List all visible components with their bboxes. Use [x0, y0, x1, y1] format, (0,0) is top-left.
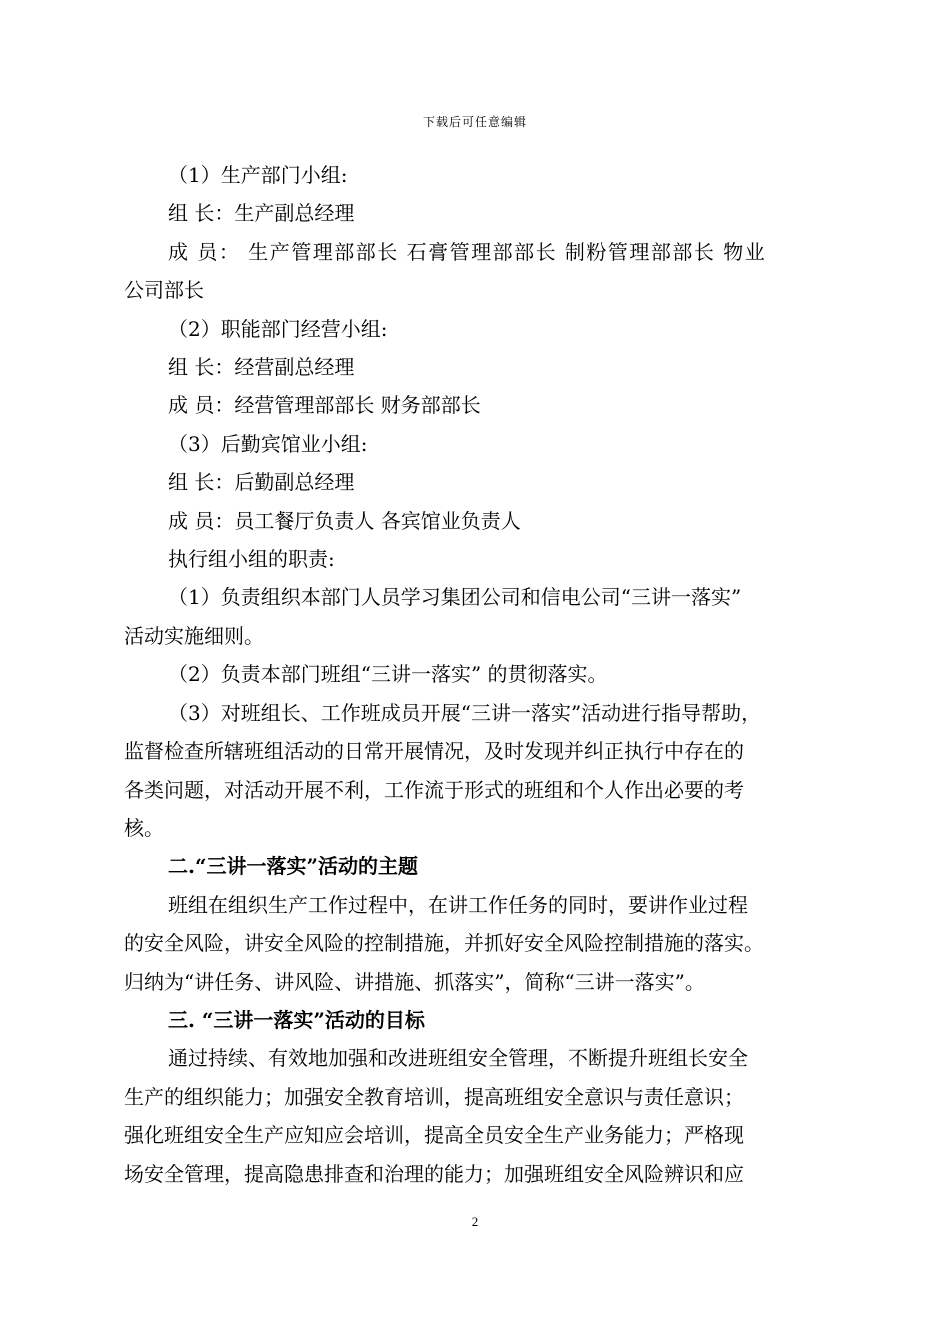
text-line: 通过持续、有效地加强和改进班组安全管理，不断提升班组长安全: [168, 1046, 748, 1071]
text-line: 成 员：员工餐厅负责人 各宾馆业负责人: [168, 508, 521, 533]
text-line: 执行组小组的职责:: [168, 547, 335, 572]
page-number: 2: [471, 1214, 479, 1229]
text-line: 各类问题，对活动开展不利，工作流于形式的班组和个人作出必要的考: [124, 777, 744, 802]
section-heading: 三. “三讲一落实”活动的目标: [168, 1007, 425, 1032]
text-line: 的安全风险，讲安全风险的控制措施，并抓好安全风险控制措施的落实。: [124, 931, 764, 956]
text-line: 核。: [124, 815, 164, 840]
text-line: 组 长：后勤副总经理: [168, 470, 355, 495]
text-line: 组 长：经营副总经理: [168, 355, 355, 380]
text-line: （3）对班组长、工作班成员开展“三讲一落实”活动进行指导帮助，: [168, 700, 762, 725]
text-line: （1）负责组织本部门人员学习集团公司和信电公司“三讲一落实”: [168, 585, 742, 610]
text-line: 强化班组安全生产应知应会培训，提高全员安全生产业务能力；严格现: [124, 1123, 744, 1148]
text-line: （2）职能部门经营小组:: [168, 316, 388, 341]
text-line: （3）后勤宾馆业小组:: [168, 431, 368, 456]
text-line: 场安全管理，提高隐患排查和治理的能力；加强班组安全风险辨识和应: [124, 1161, 744, 1186]
text-line: 组 长：生产副总经理: [168, 201, 355, 226]
text-line: 公司部长: [124, 278, 204, 303]
text-line: 归纳为“讲任务、讲风险、讲措施、抓落实”，简称“三讲一落实”。: [124, 969, 705, 994]
text-line: 班组在组织生产工作过程中，在讲工作任务的同时，要讲作业过程: [168, 892, 748, 917]
text-line: 成 员：经营管理部部长 财务部部长: [168, 393, 481, 418]
text-line: 活动实施细则。: [124, 623, 264, 648]
page-header-note: 下载后可任意编辑: [422, 115, 527, 129]
text-line: 生产的组织能力；加强安全教育培训，提高班组安全意识与责任意识；: [124, 1084, 744, 1109]
text-line: （2）负责本部门班组“三讲一落实” 的贯彻落实。: [168, 662, 608, 687]
text-line: （1）生产部门小组:: [168, 163, 348, 187]
text-line: 监督检查所辖班组活动的日常开展情况，及时发现并纠正执行中存在的: [124, 739, 744, 764]
text-line: 成 员： 生产管理部部长 石膏管理部部长 制粉管理部部长 物业: [168, 239, 767, 264]
document-body: [124, 156, 832, 1193]
section-heading: 二.“三讲一落实”活动的主题: [168, 854, 418, 879]
